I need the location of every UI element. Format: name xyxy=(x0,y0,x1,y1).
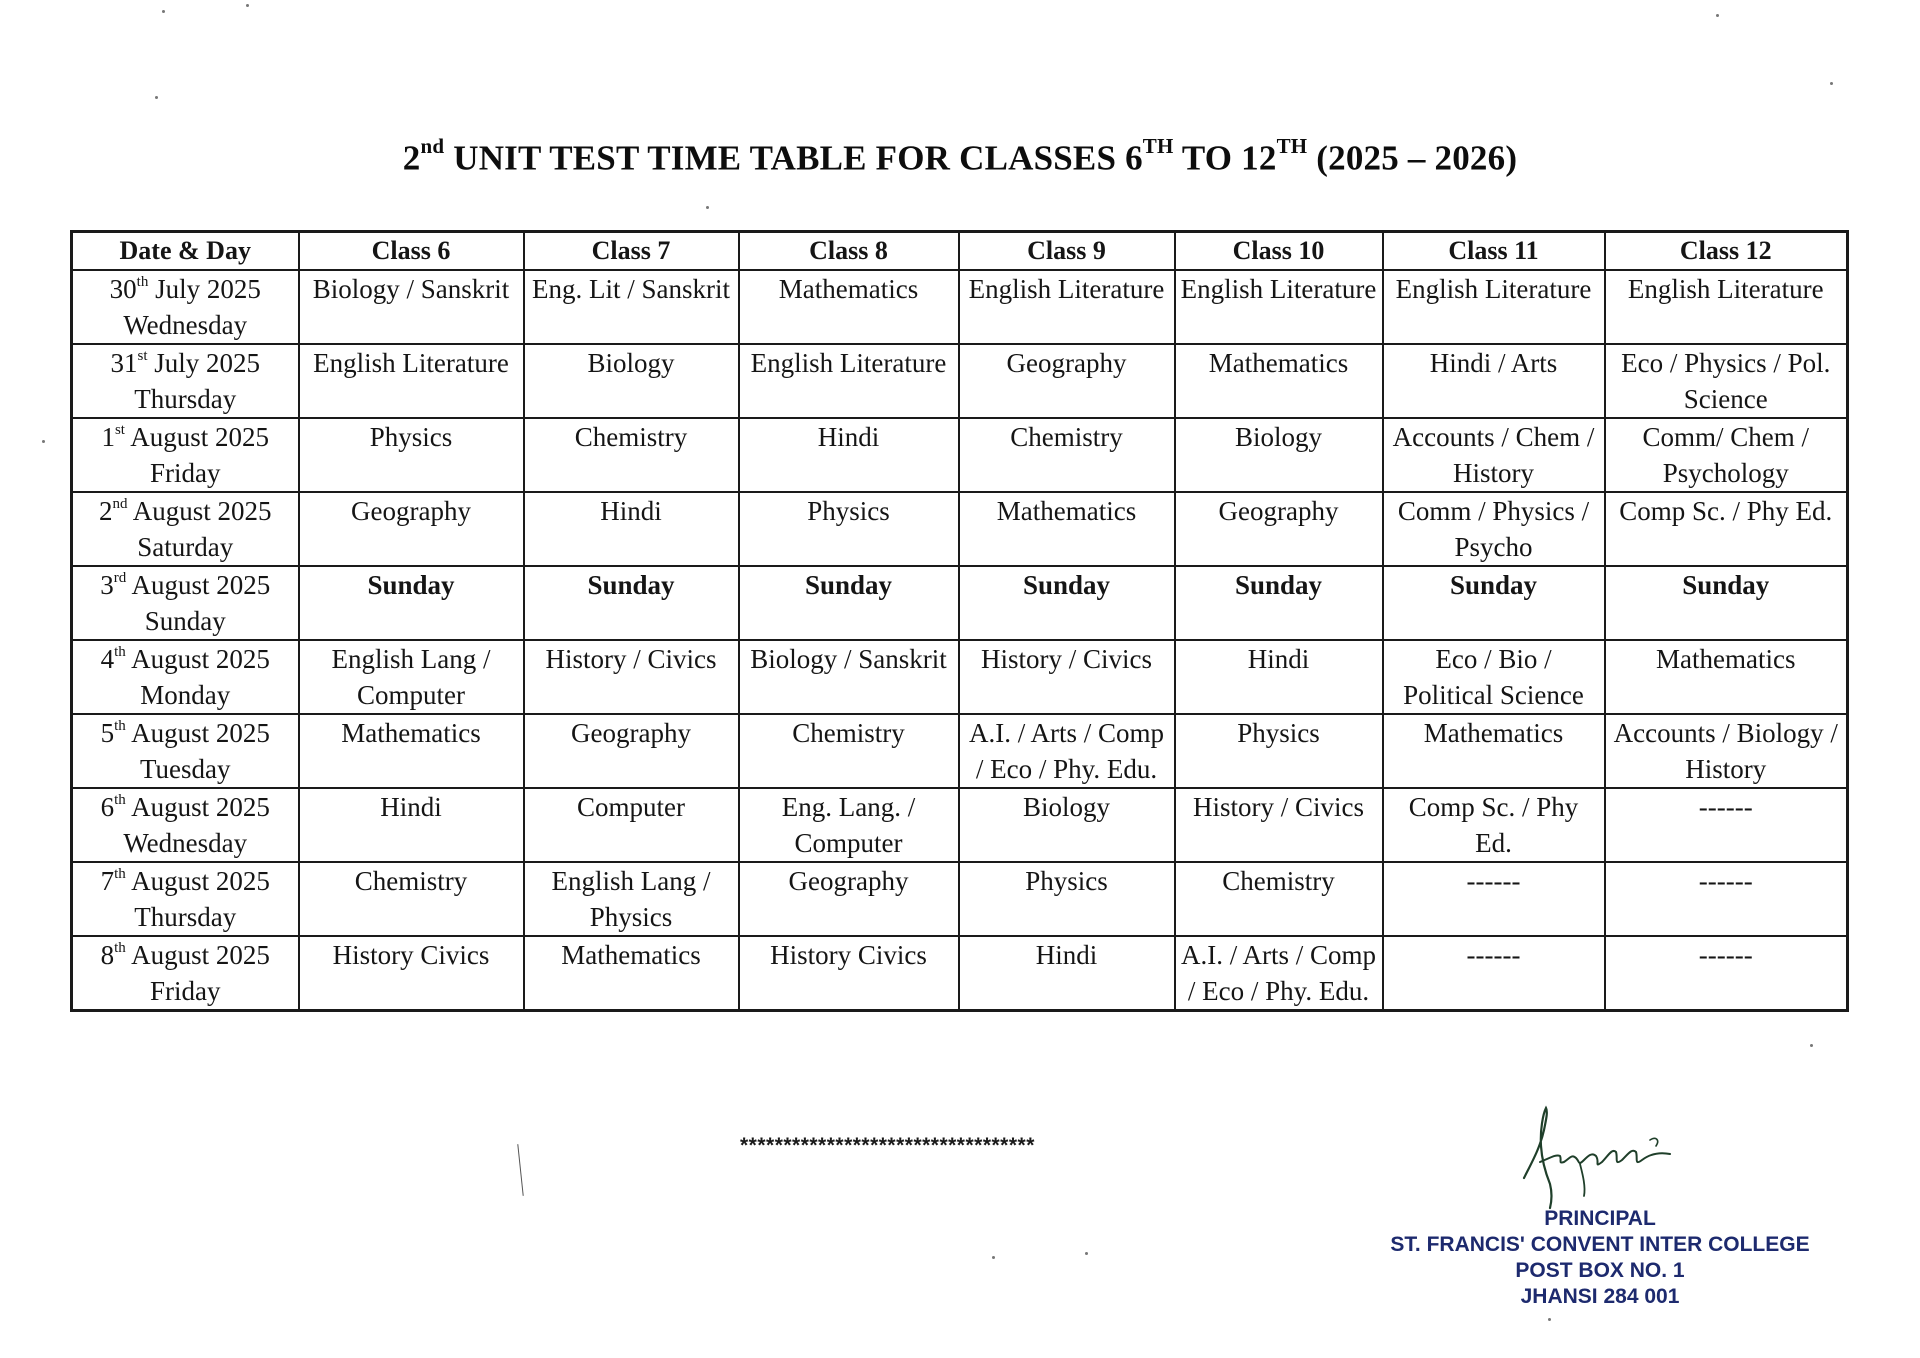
table-row xyxy=(72,566,1848,640)
header-class-12: Class 12 xyxy=(1605,232,1848,271)
subject-cell-class-7: Mathematics xyxy=(524,936,739,1011)
scan-speck xyxy=(1548,1318,1551,1321)
subject-cell-class-12: Comm/ Chem / Psychology xyxy=(1605,418,1848,492)
subject-cell-class-11: Hindi / Arts xyxy=(1383,344,1605,418)
subject-cell-class-9: Geography xyxy=(959,344,1175,418)
header-class-10: Class 10 xyxy=(1175,232,1383,271)
weekday: Thursday xyxy=(134,384,237,414)
subject-cell-class-11: Sunday xyxy=(1383,566,1605,640)
date-ordinal: th xyxy=(114,718,126,734)
date-month-year: August 2025 xyxy=(130,422,270,452)
scan-speck xyxy=(155,96,158,99)
time-table xyxy=(70,230,1849,1012)
scan-speck xyxy=(246,4,249,7)
subject-cell-class-9: Chemistry xyxy=(959,418,1175,492)
weekday: Friday xyxy=(150,976,221,1006)
date-month-year: August 2025 xyxy=(131,792,270,822)
date-line xyxy=(77,641,294,677)
scan-speck xyxy=(706,206,709,209)
subject-cell-class-12: English Literature xyxy=(1605,270,1848,344)
table-row xyxy=(72,344,1848,418)
subject-cell-class-12: ------ xyxy=(1605,788,1848,862)
date-day-number: 2 xyxy=(98,496,113,526)
subject-cell-class-6: Biology / Sanskrit xyxy=(299,270,524,344)
subject-cell-class-9: History / Civics xyxy=(959,640,1175,714)
date-month-year: August 2025 xyxy=(131,866,270,896)
scan-speck xyxy=(1085,1252,1088,1255)
table-row xyxy=(72,714,1848,788)
subject-cell-class-12: Accounts / Biology / History xyxy=(1605,714,1848,788)
subject-cell-class-6: English Lang / Computer xyxy=(299,640,524,714)
subject-cell-class-12: Comp Sc. / Phy Ed. xyxy=(1605,492,1848,566)
subject-cell-class-7: Sunday xyxy=(524,566,739,640)
subject-cell-class-10: Biology xyxy=(1175,418,1383,492)
date-month-year: July 2025 xyxy=(154,348,261,378)
subject-cell-class-8: Geography xyxy=(739,862,959,936)
weekday: Monday xyxy=(140,680,231,710)
date-line xyxy=(77,419,294,455)
date-ordinal: th xyxy=(114,792,126,808)
subject-cell-class-12: ------ xyxy=(1605,862,1848,936)
date-ordinal: th xyxy=(114,940,126,956)
stamp-title: PRINCIPAL xyxy=(1544,1207,1656,1230)
subject-cell-class-9: A.I. / Arts / Comp / Eco / Phy. Edu. xyxy=(959,714,1175,788)
date-line xyxy=(77,493,294,529)
date-cell xyxy=(72,714,299,788)
subject-cell-class-7: Hindi xyxy=(524,492,739,566)
header-class-6: Class 6 xyxy=(299,232,524,271)
subject-cell-class-7: Biology xyxy=(524,344,739,418)
subject-cell-class-10: Physics xyxy=(1175,714,1383,788)
date-line xyxy=(77,715,294,751)
weekday: Wednesday xyxy=(123,828,248,858)
weekday: Tuesday xyxy=(139,754,231,784)
table-row xyxy=(72,936,1848,1011)
page-title xyxy=(0,134,1920,179)
subject-cell-class-8: Eng. Lang. / Computer xyxy=(739,788,959,862)
date-day-number: 6 xyxy=(100,792,115,822)
subject-cell-class-6: English Literature xyxy=(299,344,524,418)
subject-cell-class-7: History / Civics xyxy=(524,640,739,714)
subject-cell-class-10: Hindi xyxy=(1175,640,1383,714)
subject-cell-class-6: Physics xyxy=(299,418,524,492)
subject-cell-class-8: Mathematics xyxy=(739,270,959,344)
title-sup-2: TH xyxy=(1276,134,1308,158)
title-number: 2 xyxy=(402,138,421,178)
subject-cell-class-11: Accounts / Chem / History xyxy=(1383,418,1605,492)
table-row xyxy=(72,492,1848,566)
date-ordinal: nd xyxy=(112,496,128,512)
date-cell xyxy=(72,344,299,418)
date-day-number: 5 xyxy=(100,718,115,748)
subject-cell-class-9: Sunday xyxy=(959,566,1175,640)
subject-cell-class-6: Geography xyxy=(299,492,524,566)
subject-cell-class-7: Chemistry xyxy=(524,418,739,492)
subject-cell-class-10: A.I. / Arts / Comp / Eco / Phy. Edu. xyxy=(1175,936,1383,1011)
subject-cell-class-8: Physics xyxy=(739,492,959,566)
date-cell xyxy=(72,566,299,640)
subject-cell-class-11: ------ xyxy=(1383,862,1605,936)
subject-cell-class-7: Computer xyxy=(524,788,739,862)
weekday: Saturday xyxy=(137,532,234,562)
subject-cell-class-12: ------ xyxy=(1605,936,1848,1011)
subject-cell-class-8: English Literature xyxy=(739,344,959,418)
stamp-college: ST. FRANCIS' CONVENT INTER COLLEGE xyxy=(1390,1233,1810,1256)
subject-cell-class-6: History Civics xyxy=(299,936,524,1011)
date-cell xyxy=(72,492,299,566)
date-ordinal: th xyxy=(114,866,126,882)
subject-cell-class-10: Sunday xyxy=(1175,566,1383,640)
header-class-7: Class 7 xyxy=(524,232,739,271)
date-line xyxy=(77,937,294,973)
subject-cell-class-10: Chemistry xyxy=(1175,862,1383,936)
date-ordinal: th xyxy=(114,644,126,660)
subject-cell-class-9: Hindi xyxy=(959,936,1175,1011)
date-line xyxy=(77,863,294,899)
scan-speck xyxy=(42,440,45,443)
subject-cell-class-12: Mathematics xyxy=(1605,640,1848,714)
date-cell xyxy=(72,788,299,862)
subject-cell-class-11: Comm / Physics / Psycho xyxy=(1383,492,1605,566)
date-ordinal: rd xyxy=(113,570,127,586)
date-line xyxy=(77,345,294,381)
date-cell xyxy=(72,418,299,492)
date-day-number: 7 xyxy=(100,866,115,896)
date-month-year: August 2025 xyxy=(131,940,270,970)
subject-cell-class-7: Geography xyxy=(524,714,739,788)
header-class-8: Class 8 xyxy=(739,232,959,271)
subject-cell-class-8: Sunday xyxy=(739,566,959,640)
title-sup-1: TH xyxy=(1142,134,1174,158)
table-row xyxy=(72,788,1848,862)
date-month-year: August 2025 xyxy=(131,570,271,600)
subject-cell-class-8: Hindi xyxy=(739,418,959,492)
date-day-number: 31 xyxy=(110,348,138,378)
table-row xyxy=(72,270,1848,344)
title-main: UNIT TEST TIME TABLE FOR CLASSES 6 xyxy=(453,138,1143,178)
subject-cell-class-9: Mathematics xyxy=(959,492,1175,566)
header-class-9: Class 9 xyxy=(959,232,1175,271)
subject-cell-class-12: Sunday xyxy=(1605,566,1848,640)
date-day-number: 3 xyxy=(100,570,114,600)
subject-cell-class-11: ------ xyxy=(1383,936,1605,1011)
scan-speck xyxy=(1716,14,1719,17)
subject-cell-class-9: English Literature xyxy=(959,270,1175,344)
title-ordinal: nd xyxy=(420,134,445,158)
date-cell xyxy=(72,270,299,344)
scan-speck xyxy=(992,1256,995,1259)
date-cell xyxy=(72,862,299,936)
date-cell xyxy=(72,640,299,714)
subject-cell-class-10: Mathematics xyxy=(1175,344,1383,418)
subject-cell-class-6: Hindi xyxy=(299,788,524,862)
date-day-number: 8 xyxy=(100,940,115,970)
weekday: Sunday xyxy=(144,606,226,636)
weekday: Thursday xyxy=(134,902,237,932)
principal-signature xyxy=(1510,1100,1690,1210)
subject-cell-class-10: Geography xyxy=(1175,492,1383,566)
scan-speck xyxy=(162,10,165,13)
date-day-number: 1 xyxy=(101,422,115,452)
scan-speck xyxy=(1830,82,1833,85)
date-line xyxy=(77,271,294,307)
subject-cell-class-8: History Civics xyxy=(739,936,959,1011)
title-session: (2025 – 2026) xyxy=(1316,138,1518,178)
subject-cell-class-6: Sunday xyxy=(299,566,524,640)
subject-cell-class-6: Chemistry xyxy=(299,862,524,936)
table-row xyxy=(72,862,1848,936)
weekday: Wednesday xyxy=(123,310,248,340)
date-cell xyxy=(72,936,299,1011)
subject-cell-class-9: Physics xyxy=(959,862,1175,936)
date-line xyxy=(77,789,294,825)
weekday: Friday xyxy=(150,458,221,488)
table-body xyxy=(72,270,1848,1011)
subject-cell-class-7: English Lang / Physics xyxy=(524,862,739,936)
table-row xyxy=(72,640,1848,714)
date-ordinal: st xyxy=(137,348,148,364)
header-row xyxy=(72,232,1848,271)
subject-cell-class-8: Chemistry xyxy=(739,714,959,788)
subject-cell-class-6: Mathematics xyxy=(299,714,524,788)
subject-cell-class-7: Eng. Lit / Sanskrit xyxy=(524,270,739,344)
separator-stars: ********************************** xyxy=(740,1134,1035,1157)
date-ordinal: st xyxy=(114,422,125,438)
stamp-city: JHANSI 284 001 xyxy=(1520,1285,1680,1308)
date-month-year: August 2025 xyxy=(131,718,270,748)
subject-cell-class-11: Comp Sc. / Phy Ed. xyxy=(1383,788,1605,862)
subject-cell-class-9: Biology xyxy=(959,788,1175,862)
subject-cell-class-12: Eco / Physics / Pol. Science xyxy=(1605,344,1848,418)
table-row xyxy=(72,418,1848,492)
header-date-day: Date & Day xyxy=(72,232,299,271)
scan-mark xyxy=(517,1144,523,1196)
subject-cell-class-11: English Literature xyxy=(1383,270,1605,344)
date-month-year: July 2025 xyxy=(155,274,261,304)
subject-cell-class-11: Mathematics xyxy=(1383,714,1605,788)
subject-cell-class-10: English Literature xyxy=(1175,270,1383,344)
date-month-year: August 2025 xyxy=(131,644,270,674)
date-ordinal: th xyxy=(136,274,149,290)
header-class-11: Class 11 xyxy=(1383,232,1605,271)
date-day-number: 4 xyxy=(100,644,115,674)
stamp-post-box: POST BOX NO. 1 xyxy=(1515,1259,1685,1282)
date-day-number: 30 xyxy=(109,274,137,304)
title-to: TO 12 xyxy=(1181,138,1277,178)
scan-speck xyxy=(1810,1044,1813,1047)
principal-stamp xyxy=(1380,1206,1820,1310)
date-line xyxy=(77,567,294,603)
subject-cell-class-8: Biology / Sanskrit xyxy=(739,640,959,714)
date-month-year: August 2025 xyxy=(132,496,272,526)
subject-cell-class-10: History / Civics xyxy=(1175,788,1383,862)
subject-cell-class-11: Eco / Bio / Political Science xyxy=(1383,640,1605,714)
